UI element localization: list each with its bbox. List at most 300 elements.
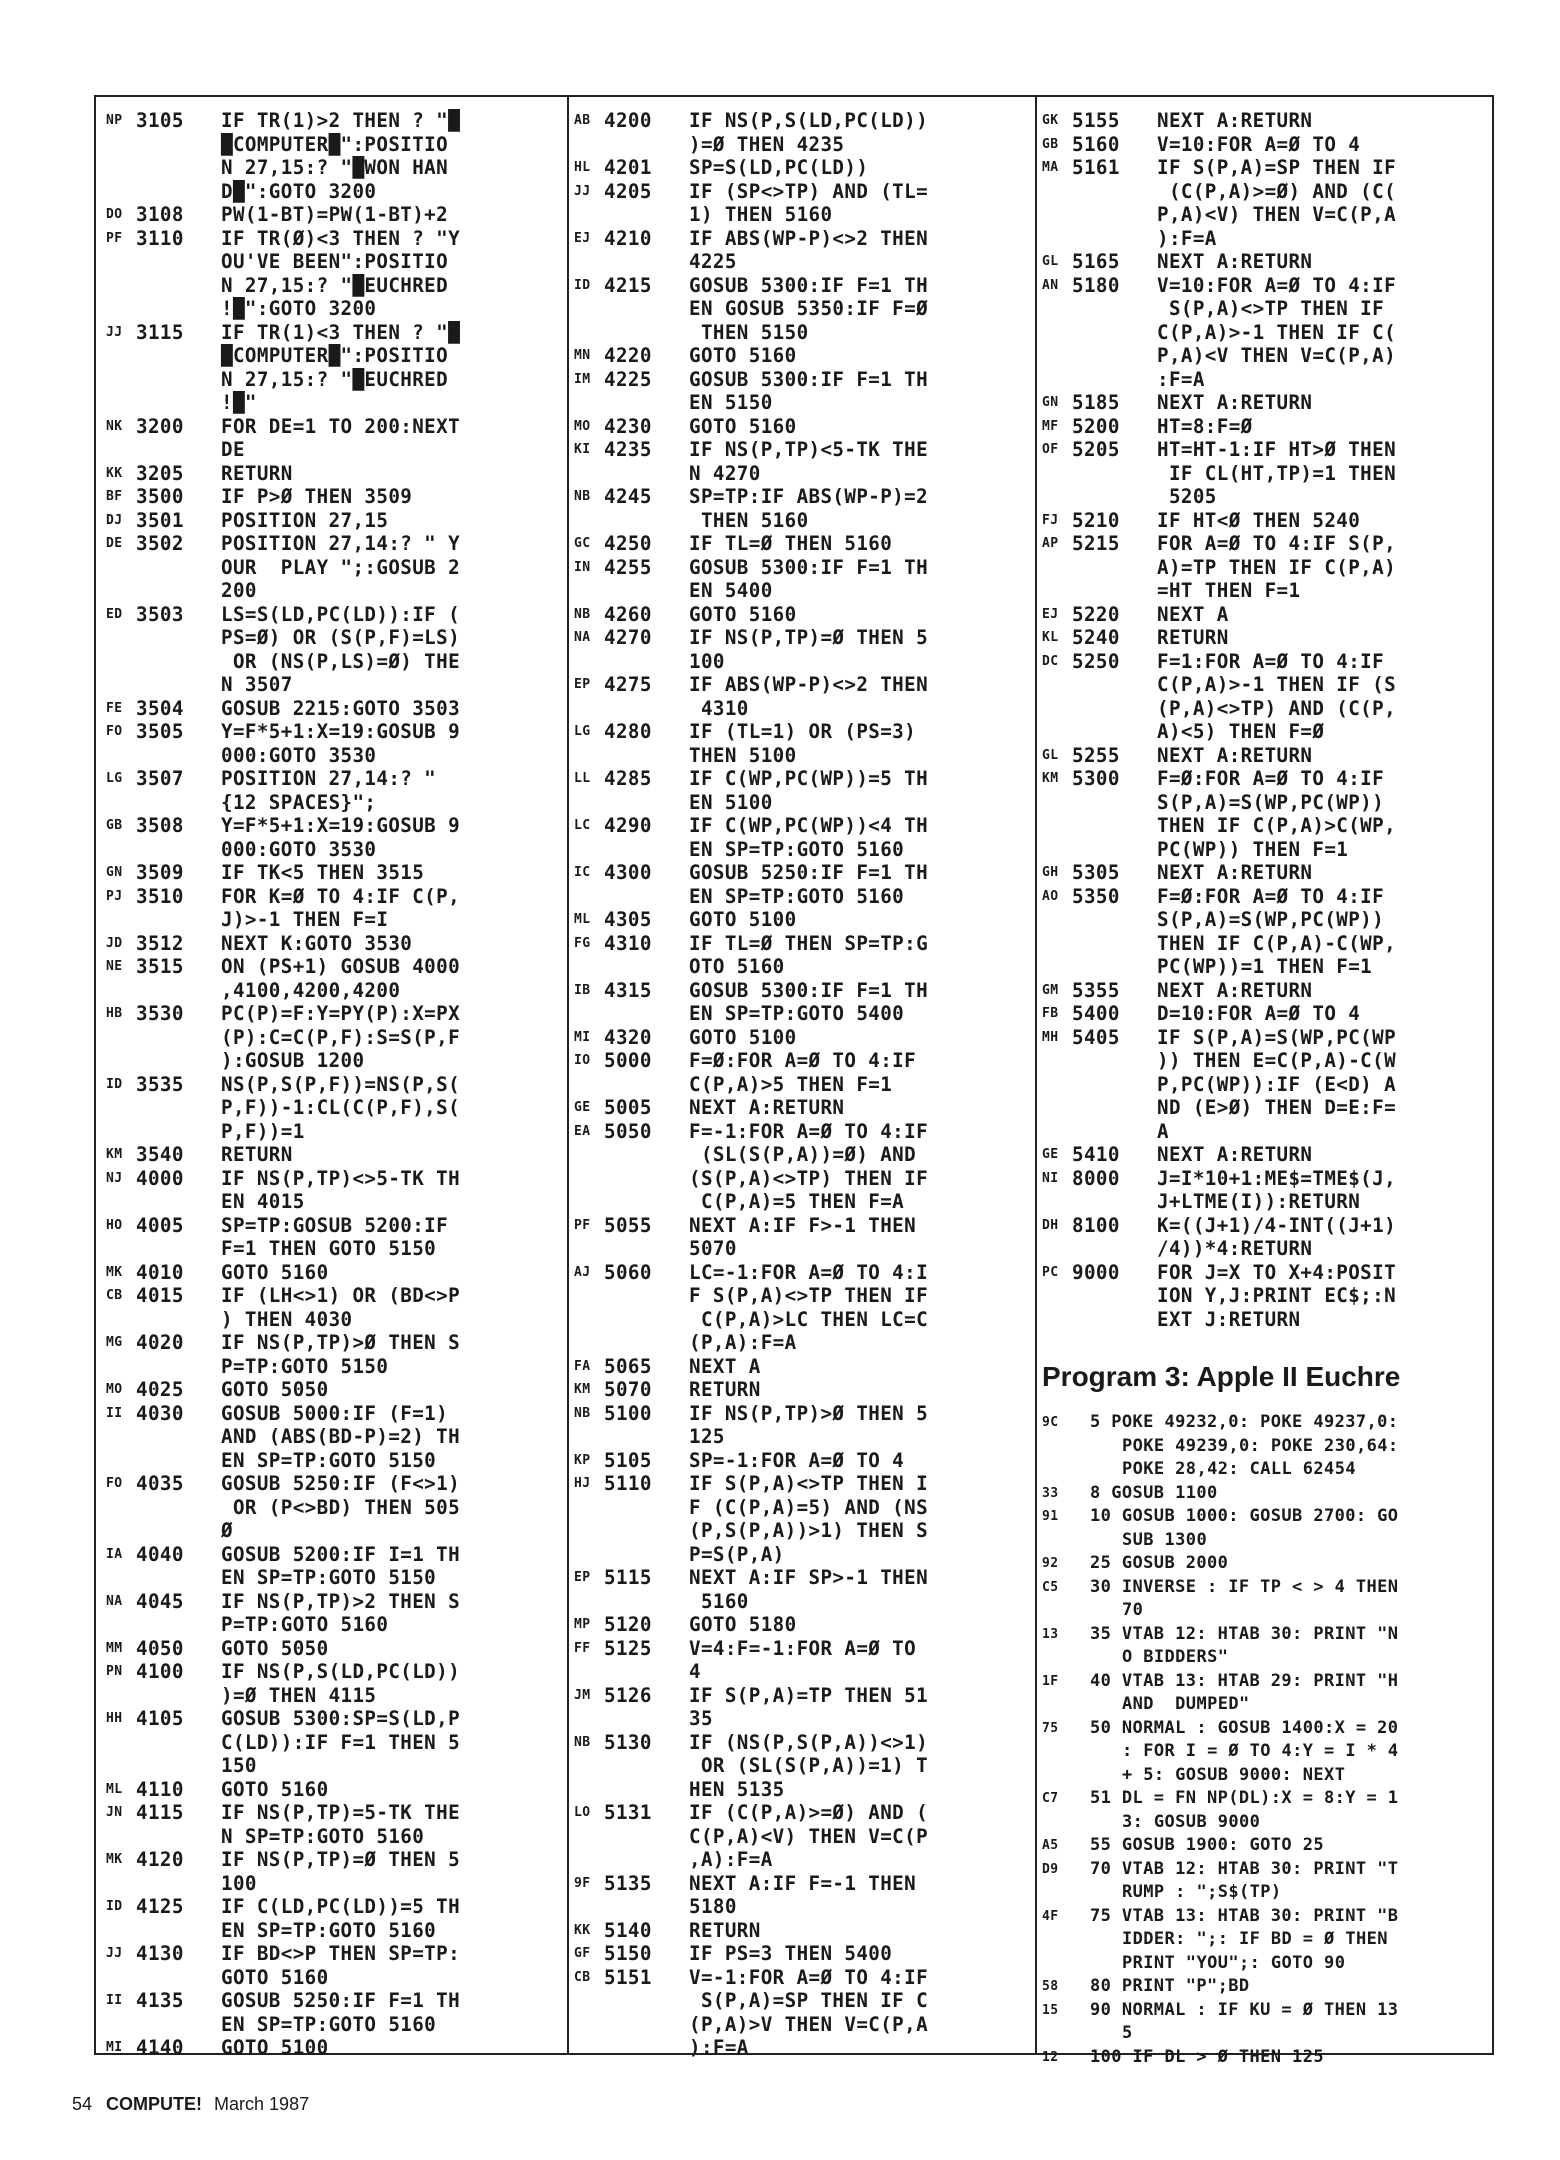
code-line	[1042, 1143, 1482, 1167]
code-line: C(P,A)>-1 THEN IF C(	[1157, 320, 1397, 344]
line-number: 9000	[1072, 1260, 1120, 1284]
code-line	[1042, 1858, 1482, 1882]
code-text: 51 DL = FN NP(DL):X = 8:Y = 1	[1090, 1788, 1399, 1808]
line-number: 4035	[136, 1472, 184, 1495]
code-line: F=1 THEN GOTO 5150	[221, 1237, 437, 1260]
checksum: MI	[106, 2040, 123, 2055]
code-text: IF NS(P,TP)=5-TK THE	[221, 1801, 461, 1824]
line-number: 3508	[136, 814, 184, 837]
checksum: HL	[574, 160, 591, 175]
code-line: ,4100,4200,4200	[221, 978, 401, 1002]
code-line	[574, 1096, 1034, 1120]
checksum: KK	[574, 1922, 591, 1938]
code-line	[1042, 861, 1482, 885]
checksum: A5	[1042, 1838, 1059, 1853]
code-text: IF TL=Ø THEN 5160	[689, 532, 893, 555]
code-text: NEXT A	[689, 1354, 761, 1378]
code-line: P,F))=1	[221, 1119, 305, 1143]
code-text: IF C(LD,PC(LD))=5 TH	[221, 1895, 461, 1918]
code-line: PC(WP)) THEN F=1	[1157, 837, 1349, 861]
line-number: 5050	[604, 1119, 652, 1143]
line-number: 4225	[604, 367, 652, 391]
code-line	[574, 979, 1034, 1003]
code-line: OU'VE BEEN":POSITIO	[221, 250, 449, 273]
code-line	[106, 462, 566, 486]
checksum: BF	[106, 489, 123, 504]
code-line: PC(WP))=1 THEN F=1	[1157, 955, 1373, 978]
code-line	[1042, 109, 1482, 133]
code-line: EN 5150	[689, 391, 773, 414]
code-line	[574, 532, 1034, 556]
code-line	[106, 1472, 566, 1496]
code-text: IF NS(P,TP)>Ø THEN 5	[689, 1401, 929, 1425]
checksum: FA	[574, 1358, 591, 1374]
code-text: GOTO 5050	[221, 1378, 329, 1401]
line-number: 4105	[136, 1707, 184, 1730]
code-line: IDDER: ";: IF BD = Ø THEN	[1122, 1929, 1388, 1949]
checksum: MG	[106, 1335, 123, 1350]
code-line: N 3507	[221, 673, 293, 696]
code-line: S(P,A)=S(WP,PC(WP))	[1157, 790, 1385, 814]
code-text: GOTO 5160	[221, 1260, 329, 1284]
code-text: SP=TP:GOSUB 5200:IF	[221, 1213, 449, 1237]
code-text: IF (LH<>1) OR (BD<>P	[221, 1284, 461, 1307]
code-line: P,PC(WP)):IF (E<D) A	[1157, 1072, 1397, 1096]
code-text: ON (PS+1) GOSUB 4000	[221, 955, 461, 978]
code-line	[1042, 650, 1482, 674]
listing-column-3	[1042, 109, 1482, 2069]
code-text: IF NS(P,TP)=Ø THEN 5	[689, 626, 929, 649]
code-line	[106, 509, 566, 533]
checksum: EP	[574, 677, 591, 692]
code-text: PC(P)=F:Y=PY(P):X=PX	[221, 1002, 461, 1025]
code-line: C(P,A)<V) THEN V=C(P	[689, 1824, 929, 1848]
code-text: 90 NORMAL : IF KU = Ø THEN 13	[1090, 1999, 1399, 2020]
line-number: 4205	[604, 179, 652, 203]
checksum: LG	[106, 771, 123, 786]
code-line: GOTO 5160	[221, 1965, 329, 1989]
code-line	[106, 1261, 566, 1285]
code-line	[106, 1707, 566, 1731]
code-text: IF NS(P,TP)<5-TK THE	[689, 438, 929, 461]
code-line	[1042, 156, 1482, 180]
column-divider	[567, 97, 569, 2053]
code-line: 5180	[689, 1895, 737, 1918]
checksum: MA	[1042, 160, 1059, 175]
line-number: 8000	[1072, 1166, 1120, 1190]
line-number: 3105	[136, 109, 184, 132]
checksum: ID	[574, 277, 591, 293]
code-line: 100	[689, 649, 725, 673]
code-line	[106, 1402, 566, 1426]
line-number: 5240	[1072, 626, 1120, 649]
checksum: PF	[106, 230, 123, 246]
code-line	[106, 1214, 566, 1238]
code-line	[574, 485, 1034, 509]
code-line: (P,A)>V THEN V=C(P,A	[689, 2012, 929, 2036]
code-line: O BIDDERS"	[1122, 1647, 1229, 1667]
line-number: 5065	[604, 1354, 652, 1378]
code-line: C(LD)):IF F=1 THEN 5	[221, 1730, 461, 1754]
line-number: 4135	[136, 1989, 184, 2012]
code-line	[1042, 1214, 1482, 1238]
code-text: IF HT<Ø THEN 5240	[1157, 508, 1361, 532]
checksum: II	[106, 1993, 123, 2008]
code-line	[1042, 415, 1482, 439]
code-text: GOSUB 5250:IF F=1 TH	[689, 861, 929, 884]
code-line	[106, 603, 566, 627]
checksum: IC	[574, 865, 591, 880]
code-line: N 27,15:? "█EUCHRED	[221, 367, 449, 391]
code-line: 200	[221, 579, 257, 602]
checksum: DJ	[106, 512, 123, 528]
checksum: MH	[1042, 1029, 1059, 1045]
line-number: 4140	[136, 2036, 184, 2059]
line-number: 4210	[604, 226, 652, 250]
code-text: F=-1:FOR A=Ø TO 4:IF	[689, 1119, 929, 1143]
checksum: MF	[1042, 418, 1059, 434]
code-line	[106, 1073, 566, 1097]
code-text: F=Ø:FOR A=Ø TO 4:IF	[1157, 884, 1385, 908]
code-line: RUMP : ";S$(TP)	[1122, 1882, 1282, 1902]
code-line: P,A)<V) THEN V=C(P,A	[1157, 203, 1397, 226]
line-number: 5350	[1072, 884, 1120, 908]
code-line	[106, 1543, 566, 1567]
code-line	[1042, 133, 1482, 157]
code-line: P,A)<V THEN V=C(P,A)	[1157, 344, 1397, 367]
code-line: P=TP:GOTO 5160	[221, 1613, 389, 1636]
line-number: 8100	[1072, 1213, 1120, 1237]
code-text: NEXT K:GOTO 3530	[221, 931, 413, 955]
code-line	[574, 438, 1034, 462]
code-line: (P,S(P,A))>1) THEN S	[689, 1519, 929, 1542]
code-text: GOSUB 5300:IF F=1 TH	[689, 978, 929, 1002]
checksum: FO	[106, 1476, 123, 1491]
checksum: MP	[574, 1617, 591, 1632]
line-number: 4280	[604, 720, 652, 743]
line-number: 5115	[604, 1566, 652, 1589]
line-number: 4130	[136, 1942, 184, 1965]
program-3-title: Program 3: Apple II Euchre	[1042, 1361, 1401, 1392]
checksum: NP	[106, 113, 123, 128]
code-line: THEN 5100	[689, 743, 797, 767]
code-line	[106, 1895, 566, 1919]
code-text: IF TR(Ø)<3 THEN ? "Y	[221, 226, 461, 250]
code-line	[574, 603, 1034, 627]
line-number: 4050	[136, 1636, 184, 1660]
line-number: 5005	[604, 1096, 652, 1119]
checksum: FF	[574, 1640, 591, 1656]
code-line	[574, 109, 1034, 133]
line-number: 4230	[604, 414, 652, 438]
code-line	[106, 1331, 566, 1355]
checksum: NB	[574, 489, 591, 504]
line-number: 5100	[604, 1401, 652, 1425]
code-text: PW(1-BT)=PW(1-BT)+2	[221, 203, 449, 226]
code-text: 50 NORMAL : GOSUB 1400:X = 20	[1090, 1717, 1399, 1738]
checksum: MK	[106, 1852, 123, 1867]
code-line	[574, 1966, 1034, 1990]
code-line	[106, 1660, 566, 1684]
checksum: 33	[1042, 1485, 1059, 1501]
code-line: N 4270	[689, 461, 761, 485]
checksum: KM	[1042, 771, 1059, 786]
code-line: )) THEN E=C(P,A)-C(W	[1157, 1049, 1397, 1072]
line-number: 4045	[136, 1589, 184, 1613]
code-text: IF NS(P,TP)=Ø THEN 5	[221, 1848, 461, 1871]
code-text: V=10:FOR A=Ø TO 4	[1157, 132, 1361, 156]
line-number: 4300	[604, 861, 652, 884]
code-line	[574, 1355, 1034, 1379]
code-text: NEXT A:RETURN	[1157, 250, 1313, 273]
code-text: IF ABS(WP-P)<>2 THEN	[689, 226, 929, 250]
checksum: GH	[1042, 865, 1059, 880]
code-text: GOSUB 5300:IF F=1 TH	[689, 555, 929, 579]
line-number: 3205	[136, 461, 184, 485]
code-text: 10 GOSUB 1000: GOSUB 2700: GO	[1090, 1506, 1399, 1526]
checksum: MK	[106, 1264, 123, 1280]
line-number: 4285	[604, 767, 652, 790]
line-number: 5305	[1072, 861, 1120, 884]
code-line: THEN IF C(P,A)-C(WP,	[1157, 931, 1397, 955]
code-line	[106, 1942, 566, 1966]
code-line	[1042, 2046, 1482, 2070]
checksum: JJ	[106, 1946, 123, 1961]
code-line: EN SP=TP:GOTO 5160	[221, 2012, 437, 2036]
code-line: ION Y,J:PRINT EC$;:N	[1157, 1284, 1397, 1307]
issue-date: March 1987	[214, 2094, 310, 2114]
checksum: OF	[1042, 442, 1059, 457]
checksum: JD	[106, 935, 123, 951]
line-number: 3507	[136, 767, 184, 790]
code-line	[574, 673, 1034, 697]
code-line: A	[1157, 1119, 1169, 1143]
checksum: CB	[574, 1969, 591, 1985]
code-line: 000:GOTO 3530	[221, 837, 377, 861]
code-text: Y=F*5+1:X=19:GOSUB 9	[221, 720, 461, 743]
code-line	[106, 1002, 566, 1026]
code-text: IF NS(P,TP)<>5-TK TH	[221, 1166, 461, 1190]
code-text: NEXT A:RETURN	[1157, 1143, 1313, 1166]
code-text: POSITION 27,14:? "	[221, 767, 437, 790]
code-text: GOSUB 2215:GOTO 3503	[221, 696, 461, 720]
code-line	[574, 932, 1034, 956]
code-line: : FOR I = Ø TO 4:Y = I * 4	[1122, 1741, 1399, 1761]
code-text: V=10:FOR A=Ø TO 4:IF	[1157, 273, 1397, 297]
code-line	[1042, 1002, 1482, 1026]
code-text: IF NS(P,TP)>Ø THEN S	[221, 1331, 461, 1354]
code-line: EXT J:RETURN	[1157, 1307, 1301, 1331]
code-line	[1042, 1576, 1482, 1600]
checksum: 4F	[1042, 1908, 1059, 1924]
line-number: 3503	[136, 602, 184, 626]
code-line	[106, 203, 566, 227]
code-line	[1042, 1482, 1482, 1506]
code-line: (P,A):F=A	[689, 1331, 797, 1354]
code-text: NS(P,S(P,F))=NS(P,S(	[221, 1072, 461, 1096]
checksum: FO	[106, 724, 123, 739]
checksum: GE	[574, 1100, 591, 1115]
checksum: DH	[1042, 1217, 1059, 1233]
line-number: 5151	[604, 1965, 652, 1989]
line-number: 4100	[136, 1660, 184, 1683]
code-line	[574, 415, 1034, 439]
code-line: P,F))-1:CL(C(P,F),S(	[221, 1096, 461, 1119]
checksum: EA	[574, 1123, 591, 1139]
code-line	[106, 1801, 566, 1825]
checksum: 13	[1042, 1626, 1059, 1642]
code-line	[1042, 1552, 1482, 1576]
line-number: 4320	[604, 1025, 652, 1049]
program-3-listing	[1042, 1411, 1482, 2069]
code-text: Y=F*5+1:X=19:GOSUB 9	[221, 814, 461, 837]
code-line: EN GOSUB 5350:IF F=Ø	[689, 297, 929, 320]
code-line	[106, 955, 566, 979]
code-line: 000:GOTO 3530	[221, 743, 377, 767]
checksum: IO	[574, 1053, 591, 1068]
checksum: GM	[1042, 982, 1059, 998]
code-line: ,A):F=A	[689, 1848, 773, 1871]
checksum: KM	[106, 1147, 123, 1162]
line-number: 4315	[604, 978, 652, 1002]
line-number: 3200	[136, 414, 184, 438]
code-line	[106, 1989, 566, 2013]
code-text: 55 GOSUB 1900: GOTO 25	[1090, 1835, 1324, 1855]
code-line	[574, 156, 1034, 180]
code-line	[106, 485, 566, 509]
checksum: 1F	[1042, 1673, 1059, 1689]
line-number: 4310	[604, 931, 652, 955]
code-line	[574, 1261, 1034, 1285]
checksum: FB	[1042, 1006, 1059, 1021]
code-line	[106, 1143, 566, 1167]
code-text: IF TR(1)>2 THEN ? "█	[221, 109, 461, 132]
code-line: DE	[221, 438, 245, 461]
checksum: FE	[106, 700, 123, 716]
code-line	[1042, 1834, 1482, 1858]
code-line: A)=TP THEN IF C(P,A)	[1157, 555, 1397, 579]
code-line: IF CL(HT,TP)=1 THEN	[1157, 461, 1397, 485]
code-text: IF S(P,A)=TP THEN 51	[689, 1683, 929, 1707]
code-text: 8 GOSUB 1100	[1090, 1482, 1218, 1503]
line-number: 5160	[1072, 132, 1120, 156]
code-line: PRINT "YOU";: GOTO 90	[1122, 1952, 1346, 1973]
code-line: █COMPUTER█":POSITIO	[221, 132, 449, 156]
checksum: EP	[574, 1570, 591, 1585]
line-number: 4290	[604, 814, 652, 837]
code-text: GOSUB 5250:IF F=1 TH	[221, 1989, 461, 2012]
code-line	[1042, 603, 1482, 627]
listing-column-2	[574, 109, 1034, 2060]
line-number: 4120	[136, 1848, 184, 1871]
code-line	[1042, 1623, 1482, 1647]
code-text: RETURN	[689, 1918, 761, 1942]
code-text: SP=TP:IF ABS(WP-P)=2	[689, 485, 929, 508]
code-text: NEXT A:RETURN	[1157, 861, 1313, 884]
checksum: HO	[106, 1217, 123, 1233]
code-line	[1042, 1261, 1482, 1285]
code-line: 1) THEN 5160	[689, 203, 833, 226]
checksum: PN	[106, 1664, 123, 1679]
code-text: D=10:FOR A=Ø TO 4	[1157, 1002, 1361, 1025]
code-line	[574, 1402, 1034, 1426]
line-number: 4201	[604, 156, 652, 179]
line-number: 4115	[136, 1801, 184, 1824]
code-line: Ø	[221, 1519, 233, 1542]
line-number: 5185	[1072, 391, 1120, 414]
code-line	[574, 626, 1034, 650]
code-line	[574, 1731, 1034, 1755]
checksum: GC	[574, 536, 591, 551]
line-number: 4025	[136, 1378, 184, 1401]
line-number: 5150	[604, 1942, 652, 1965]
line-number: 3501	[136, 508, 184, 532]
code-line: 35	[689, 1707, 713, 1730]
code-line: F (C(P,A)=5) AND (NS	[689, 1495, 929, 1519]
code-line	[574, 861, 1034, 885]
code-line: )=Ø THEN 4115	[221, 1683, 377, 1707]
checksum: MM	[106, 1640, 123, 1656]
code-text: GOTO 5100	[221, 2036, 329, 2059]
code-line: EN SP=TP:GOTO 5160	[221, 1918, 437, 1942]
code-line	[574, 1684, 1034, 1708]
checksum: IA	[106, 1546, 123, 1562]
line-number: 5205	[1072, 438, 1120, 461]
code-line: OTO 5160	[689, 955, 785, 978]
checksum: EJ	[574, 230, 591, 246]
code-text: NEXT A:RETURN	[1157, 109, 1313, 132]
code-text: HT=HT-1:IF HT>Ø THEN	[1157, 438, 1397, 461]
code-text: HT=8:F=Ø	[1157, 414, 1253, 438]
code-text: IF (C(P,A)>=Ø) AND (	[689, 1801, 929, 1824]
checksum: JN	[106, 1805, 123, 1820]
line-number: 3530	[136, 1002, 184, 1025]
checksum: II	[106, 1405, 123, 1421]
code-line	[106, 1378, 566, 1402]
line-number: 5215	[1072, 532, 1120, 555]
checksum: 91	[1042, 1509, 1059, 1524]
code-text: NEXT A:IF SP>-1 THEN	[689, 1566, 929, 1589]
code-line	[1042, 1905, 1482, 1929]
line-number: 4220	[604, 344, 652, 367]
code-text: IF P>Ø THEN 3509	[221, 485, 413, 508]
line-number: 5165	[1072, 250, 1120, 273]
code-line	[574, 1472, 1034, 1496]
code-line	[106, 697, 566, 721]
code-text: RETURN	[221, 461, 293, 485]
code-line	[106, 885, 566, 909]
line-number: 5110	[604, 1472, 652, 1495]
line-number: 5126	[604, 1683, 652, 1707]
code-text: NEXT A:IF F=-1 THEN	[689, 1871, 917, 1895]
code-line	[106, 861, 566, 885]
line-number: 5120	[604, 1613, 652, 1636]
code-line	[1042, 438, 1482, 462]
checksum: LL	[574, 771, 591, 786]
code-text: IF S(P,A)=S(WP,PC(WP	[1157, 1025, 1397, 1049]
code-line	[106, 932, 566, 956]
code-text: NEXT A:RETURN	[1157, 743, 1313, 767]
line-number: 4260	[604, 602, 652, 626]
code-line	[574, 1801, 1034, 1825]
code-line	[106, 1284, 566, 1308]
checksum: GN	[106, 865, 123, 880]
code-line	[106, 767, 566, 791]
code-line: PS=Ø) OR (S(P,F)=LS)	[221, 626, 461, 649]
line-number: 3535	[136, 1072, 184, 1096]
checksum: JJ	[106, 324, 123, 340]
code-text: 5 POKE 49232,0: POKE 49237,0:	[1090, 1412, 1399, 1432]
